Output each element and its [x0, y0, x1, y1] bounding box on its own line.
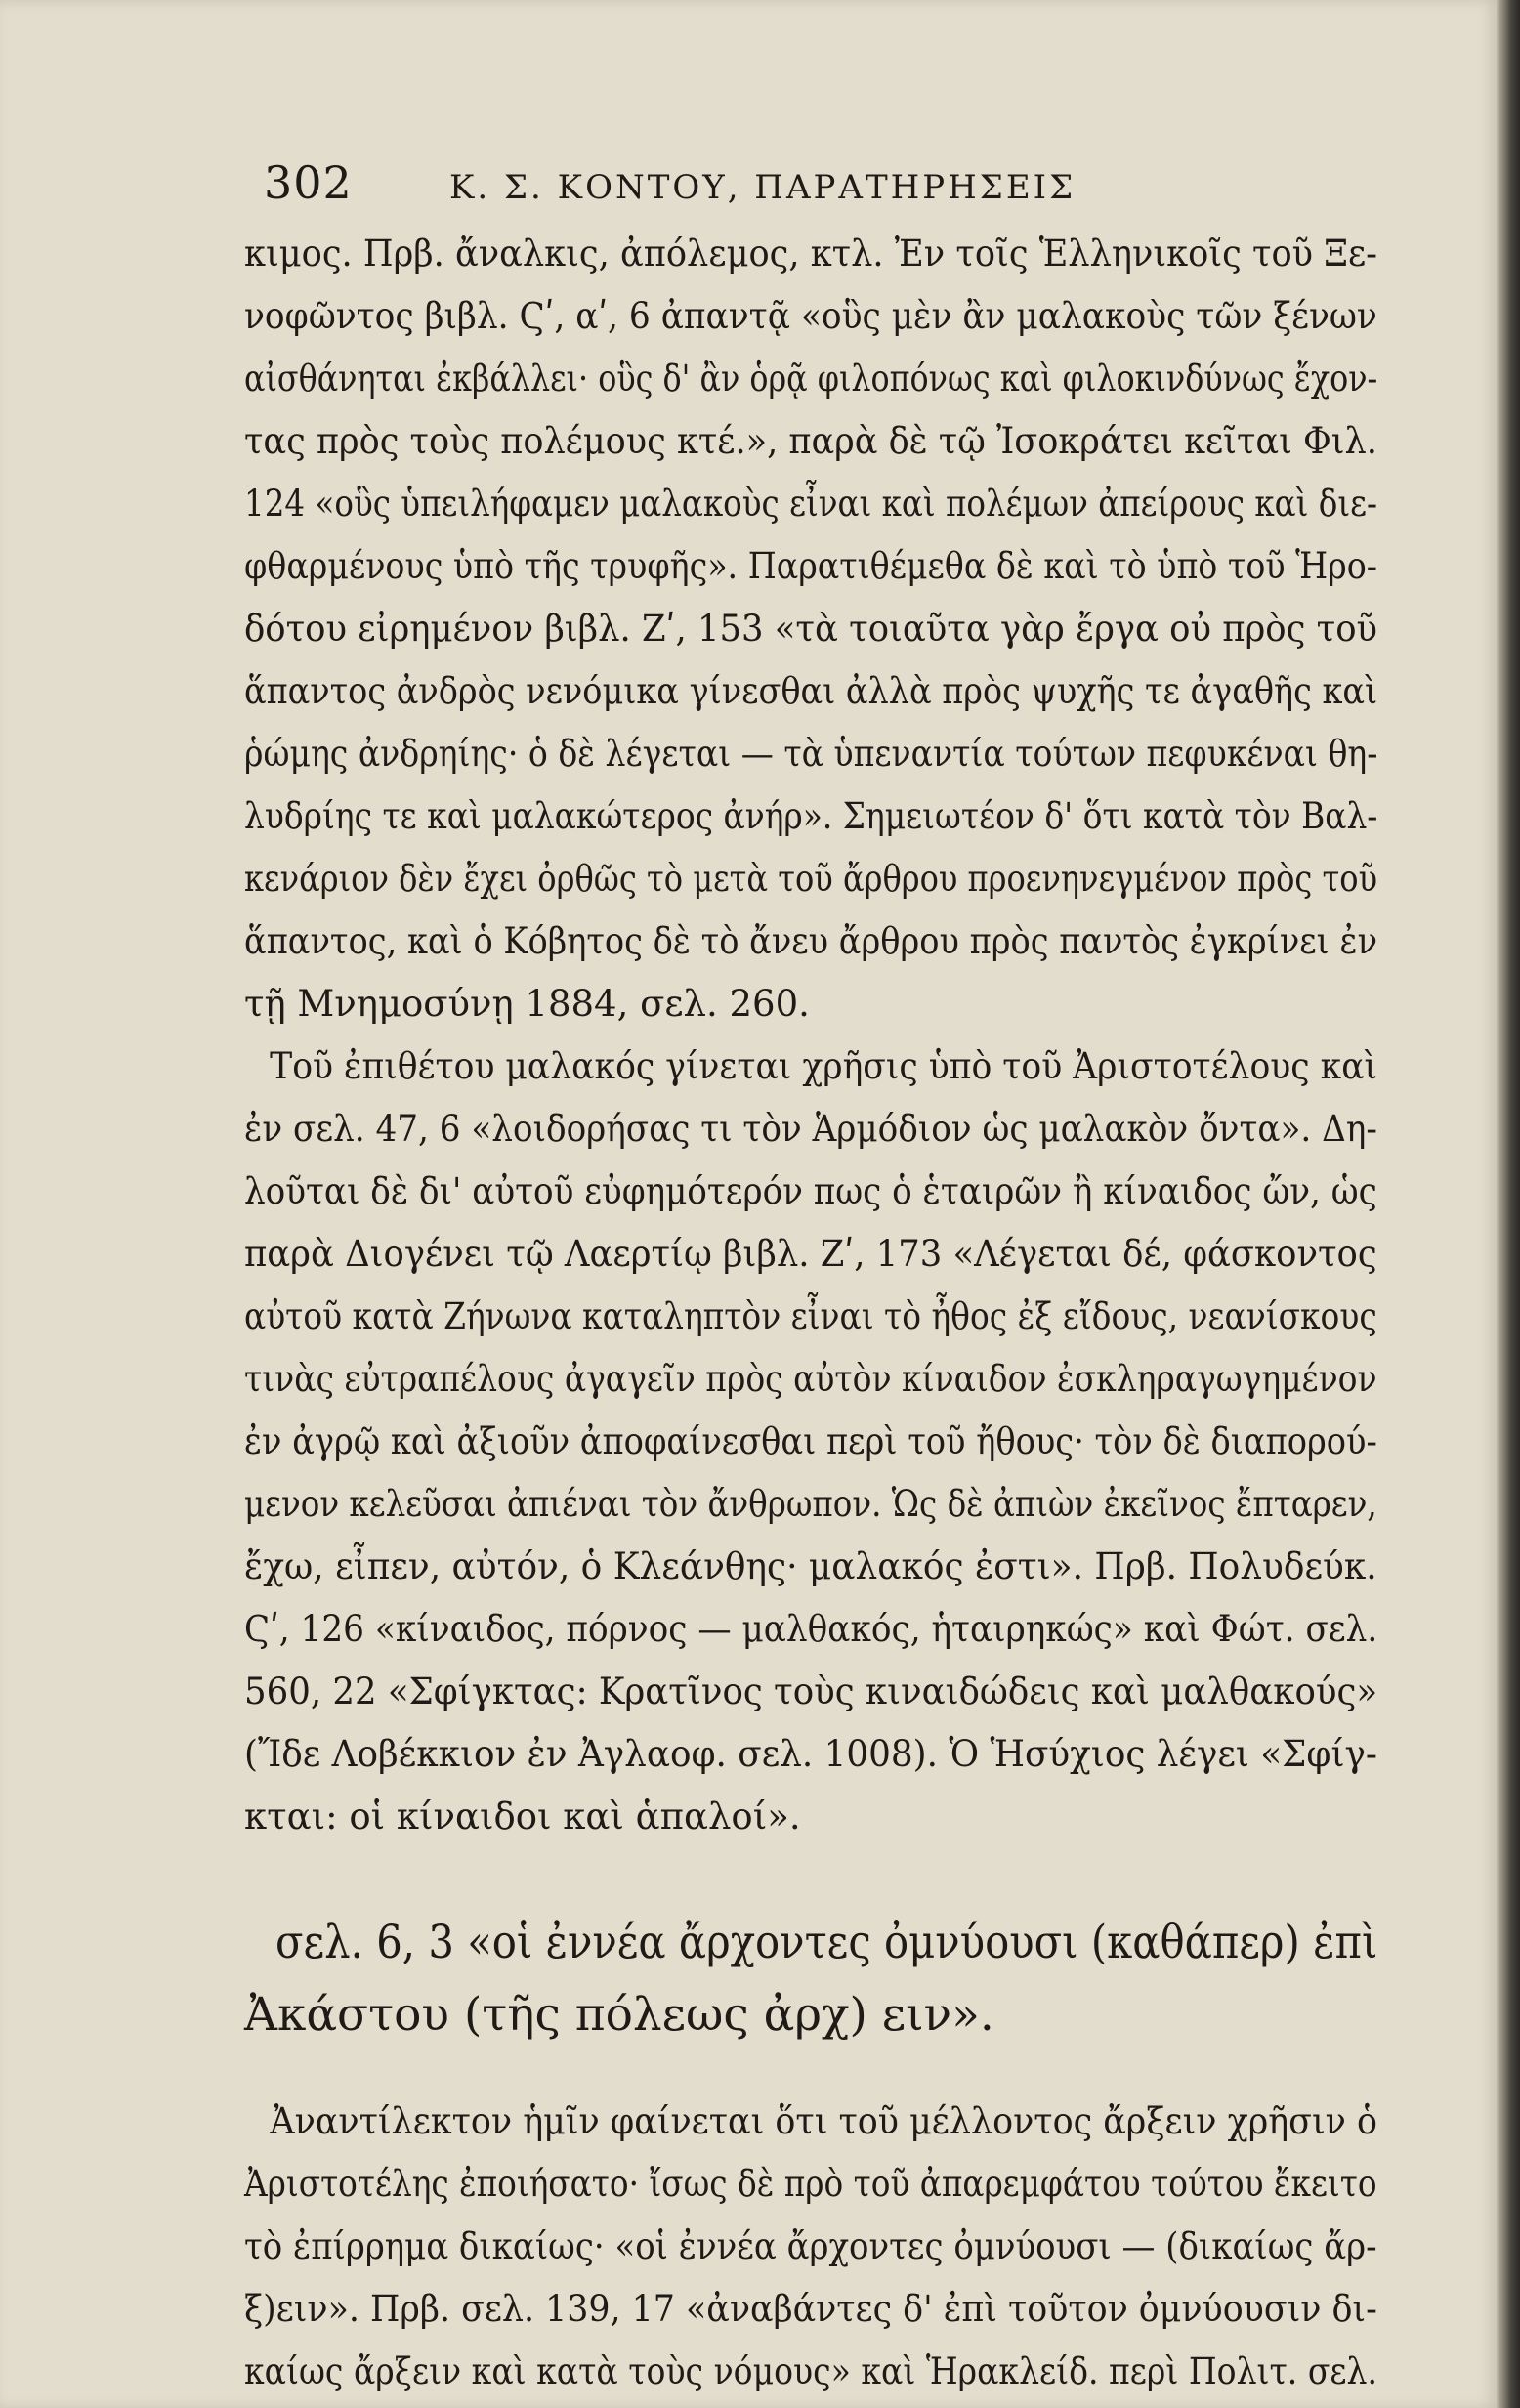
- paragraph-start: Τοῦ ἐπιθέτου μαλακός γίνεται χρῆσις ὑπὸ τοῦ Ἀριστοτέλους καὶ: [270, 1045, 1378, 1087]
- text-line: (Ἴδε Λοβέκκιον ἐν Ἀγλαοφ. σελ. 1008). Ὁ Ἡσύχιος λέγει «Σφίγ-: [244, 1733, 1377, 1775]
- text-line: Ἀριστοτέλης ἐποιήσατο· ἴσως δὲ πρὸ τοῦ ἀπαρεμφάτου τούτου ἔκειτο: [244, 2163, 1377, 2205]
- text-line: τας πρὸς τοὺς πολέμους κτέ.», παρὰ δὲ τῷ Ἰσοκράτει κεῖται Φιλ.: [244, 420, 1377, 462]
- text-line: Ϛʹ, 126 «κίναιδος, πόρνος — μαλθακός, ἡταιρηκώς» καὶ Φώτ. σελ.: [244, 1608, 1378, 1650]
- text-line: νοφῶντος βιβλ. Ϛʹ, αʹ, 6 ἀπαντᾷ «οὓς μὲν ἂν μαλακοὺς τῶν ξένων: [244, 295, 1377, 337]
- text-line: τῇ Μνημοσύνῃ 1884, σελ. 260.: [244, 983, 810, 1025]
- text-line: ξ)ειν». Πρβ. σελ. 139, 17 «ἀναβάντες δ' ἐπὶ τοῦτον ὀμνύουσιν δι-: [244, 2288, 1377, 2330]
- paragraph-start: Ἀναντίλεκτον ἡμῖν φαίνεται ὅτι τοῦ μέλλοντος ἄρξειν χρῆσιν ὁ: [270, 2100, 1377, 2142]
- text-line: λοῦται δὲ δι' αὐτοῦ εὐφημότερόν πως ὁ ἑταιρῶν ἢ κίναιδος ὤν, ὡς: [244, 1170, 1377, 1212]
- running-head: Κ. Σ. ΚΟΝΤΟΥ, ΠΑΡΑΤΗΡΗΣΕΙΣ: [449, 168, 1077, 207]
- text-line: ῥώμης ἀνδρηίης· ὁ δὲ λέγεται — τὰ ὑπεναντία τούτων πεφυκέναι θη-: [244, 733, 1378, 775]
- quoted-passage-line: σελ. 6, 3 «οἱ ἐννέα ἄρχοντες ὀμνύουσι (καθάπερ) ἐπὶ: [275, 1916, 1378, 1969]
- text-line: κιμος. Πρβ. ἄναλκις, ἀπόλεμος, κτλ. Ἐν τοῖς Ἑλληνικοῖς τοῦ Ξε-: [244, 232, 1378, 275]
- text-line: αἰσθάνηται ἐκβάλλει· οὓς δ' ἂν ὁρᾷ φιλοπόνως καὶ φιλοκινδύνως ἔχον-: [244, 358, 1378, 400]
- text-line: κενάριον δὲν ἔχει ὀρθῶς τὸ μετὰ τοῦ ἄρθρου προενηνεγμένον πρὸς τοῦ: [244, 858, 1378, 900]
- text-line: κται: οἱ κίναιδοι καὶ ἁπαλοί».: [244, 1795, 801, 1838]
- text-line: 124 «οὓς ὑπειλήφαμεν μαλακοὺς εἶναι καὶ πολέμων ἀπείρους καὶ διε-: [244, 483, 1377, 525]
- text-line: ἐν ἀγρῷ καὶ ἀξιοῦν ἀποφαίνεσθαι περὶ τοῦ ἤθους· τὸν δὲ διαπορού-: [244, 1420, 1377, 1462]
- page-header: [264, 147, 1241, 215]
- text-body: [244, 223, 1377, 2403]
- text-line: δότου εἰρημένον βιβλ. Ζʹ, 153 «τὰ τοιαῦτα γὰρ ἔργα οὐ πρὸς τοῦ: [244, 608, 1378, 650]
- text-line: λυδρίης τε καὶ μαλακώτερος ἀνήρ». Σημειωτέον δ' ὅτι κατὰ τὸν Βαλ-: [244, 795, 1378, 837]
- text-line: αὐτοῦ κατὰ Ζήνωνα καταληπτὸν εἶναι τὸ ἦθος ἐξ εἴδους, νεανίσκους: [244, 1295, 1377, 1337]
- text-line: φθαρμένους ὑπὸ τῆς τρυφῆς». Παρατιθέμεθα δὲ καὶ τὸ ὑπὸ τοῦ Ἡρο-: [244, 545, 1378, 587]
- text-line: παρὰ Διογένει τῷ Λαερτίῳ βιβλ. Ζʹ, 173 «Λέγεται δέ, φάσκοντος: [244, 1233, 1377, 1275]
- text-line: ἅπαντος, καὶ ὁ Κόβητος δὲ τὸ ἄνευ ἄρθρου πρὸς παντὸς ἐγκρίνει ἐν: [244, 920, 1378, 962]
- text-line: 560, 22 «Σφίγκτας: Κρατῖνος τοὺς κιναιδώδεις καὶ μαλθακούς»: [244, 1670, 1378, 1712]
- quoted-passage-line: Ἀκάστου (τῆς πόλεως ἀρχ) ειν».: [244, 1988, 994, 2042]
- page-number: 302: [264, 156, 353, 209]
- page-edge-shadow: [1497, 0, 1520, 2408]
- text-line: ἐν σελ. 47, 6 «λοιδορήσας τι τὸν Ἁρμόδιον ὡς μαλακὸν ὄντα». Δη-: [244, 1108, 1377, 1150]
- text-line: τὸ ἐπίρρημα δικαίως· «οἱ ἐννέα ἄρχοντες ὀμνύουσι — (δικαίως ἄρ-: [244, 2225, 1377, 2267]
- text-line: καίως ἄρξειν καὶ κατὰ τοὺς νόμους» καὶ Ἡρακλείδ. περὶ Πολιτ. σελ.: [244, 2350, 1377, 2392]
- text-line: ἔχω, εἶπεν, αὐτόν, ὁ Κλεάνθης· μαλακός ἐστι». Πρβ. Πολυδεύκ.: [244, 1545, 1377, 1587]
- text-line: τινὰς εὐτραπέλους ἀγαγεῖν πρὸς αὐτὸν κίναιδον ἐσκληραγωγημένον: [244, 1358, 1377, 1400]
- text-line: ἅπαντος ἀνδρὸς νενόμικα γίνεσθαι ἀλλὰ πρὸς ψυχῆς τε ἀγαθῆς καὶ: [244, 670, 1378, 712]
- text-line: μενον κελεῦσαι ἀπιέναι τὸν ἄνθρωπον. Ὡς δὲ ἀπιὼν ἐκεῖνος ἔπταρεν,: [244, 1483, 1377, 1525]
